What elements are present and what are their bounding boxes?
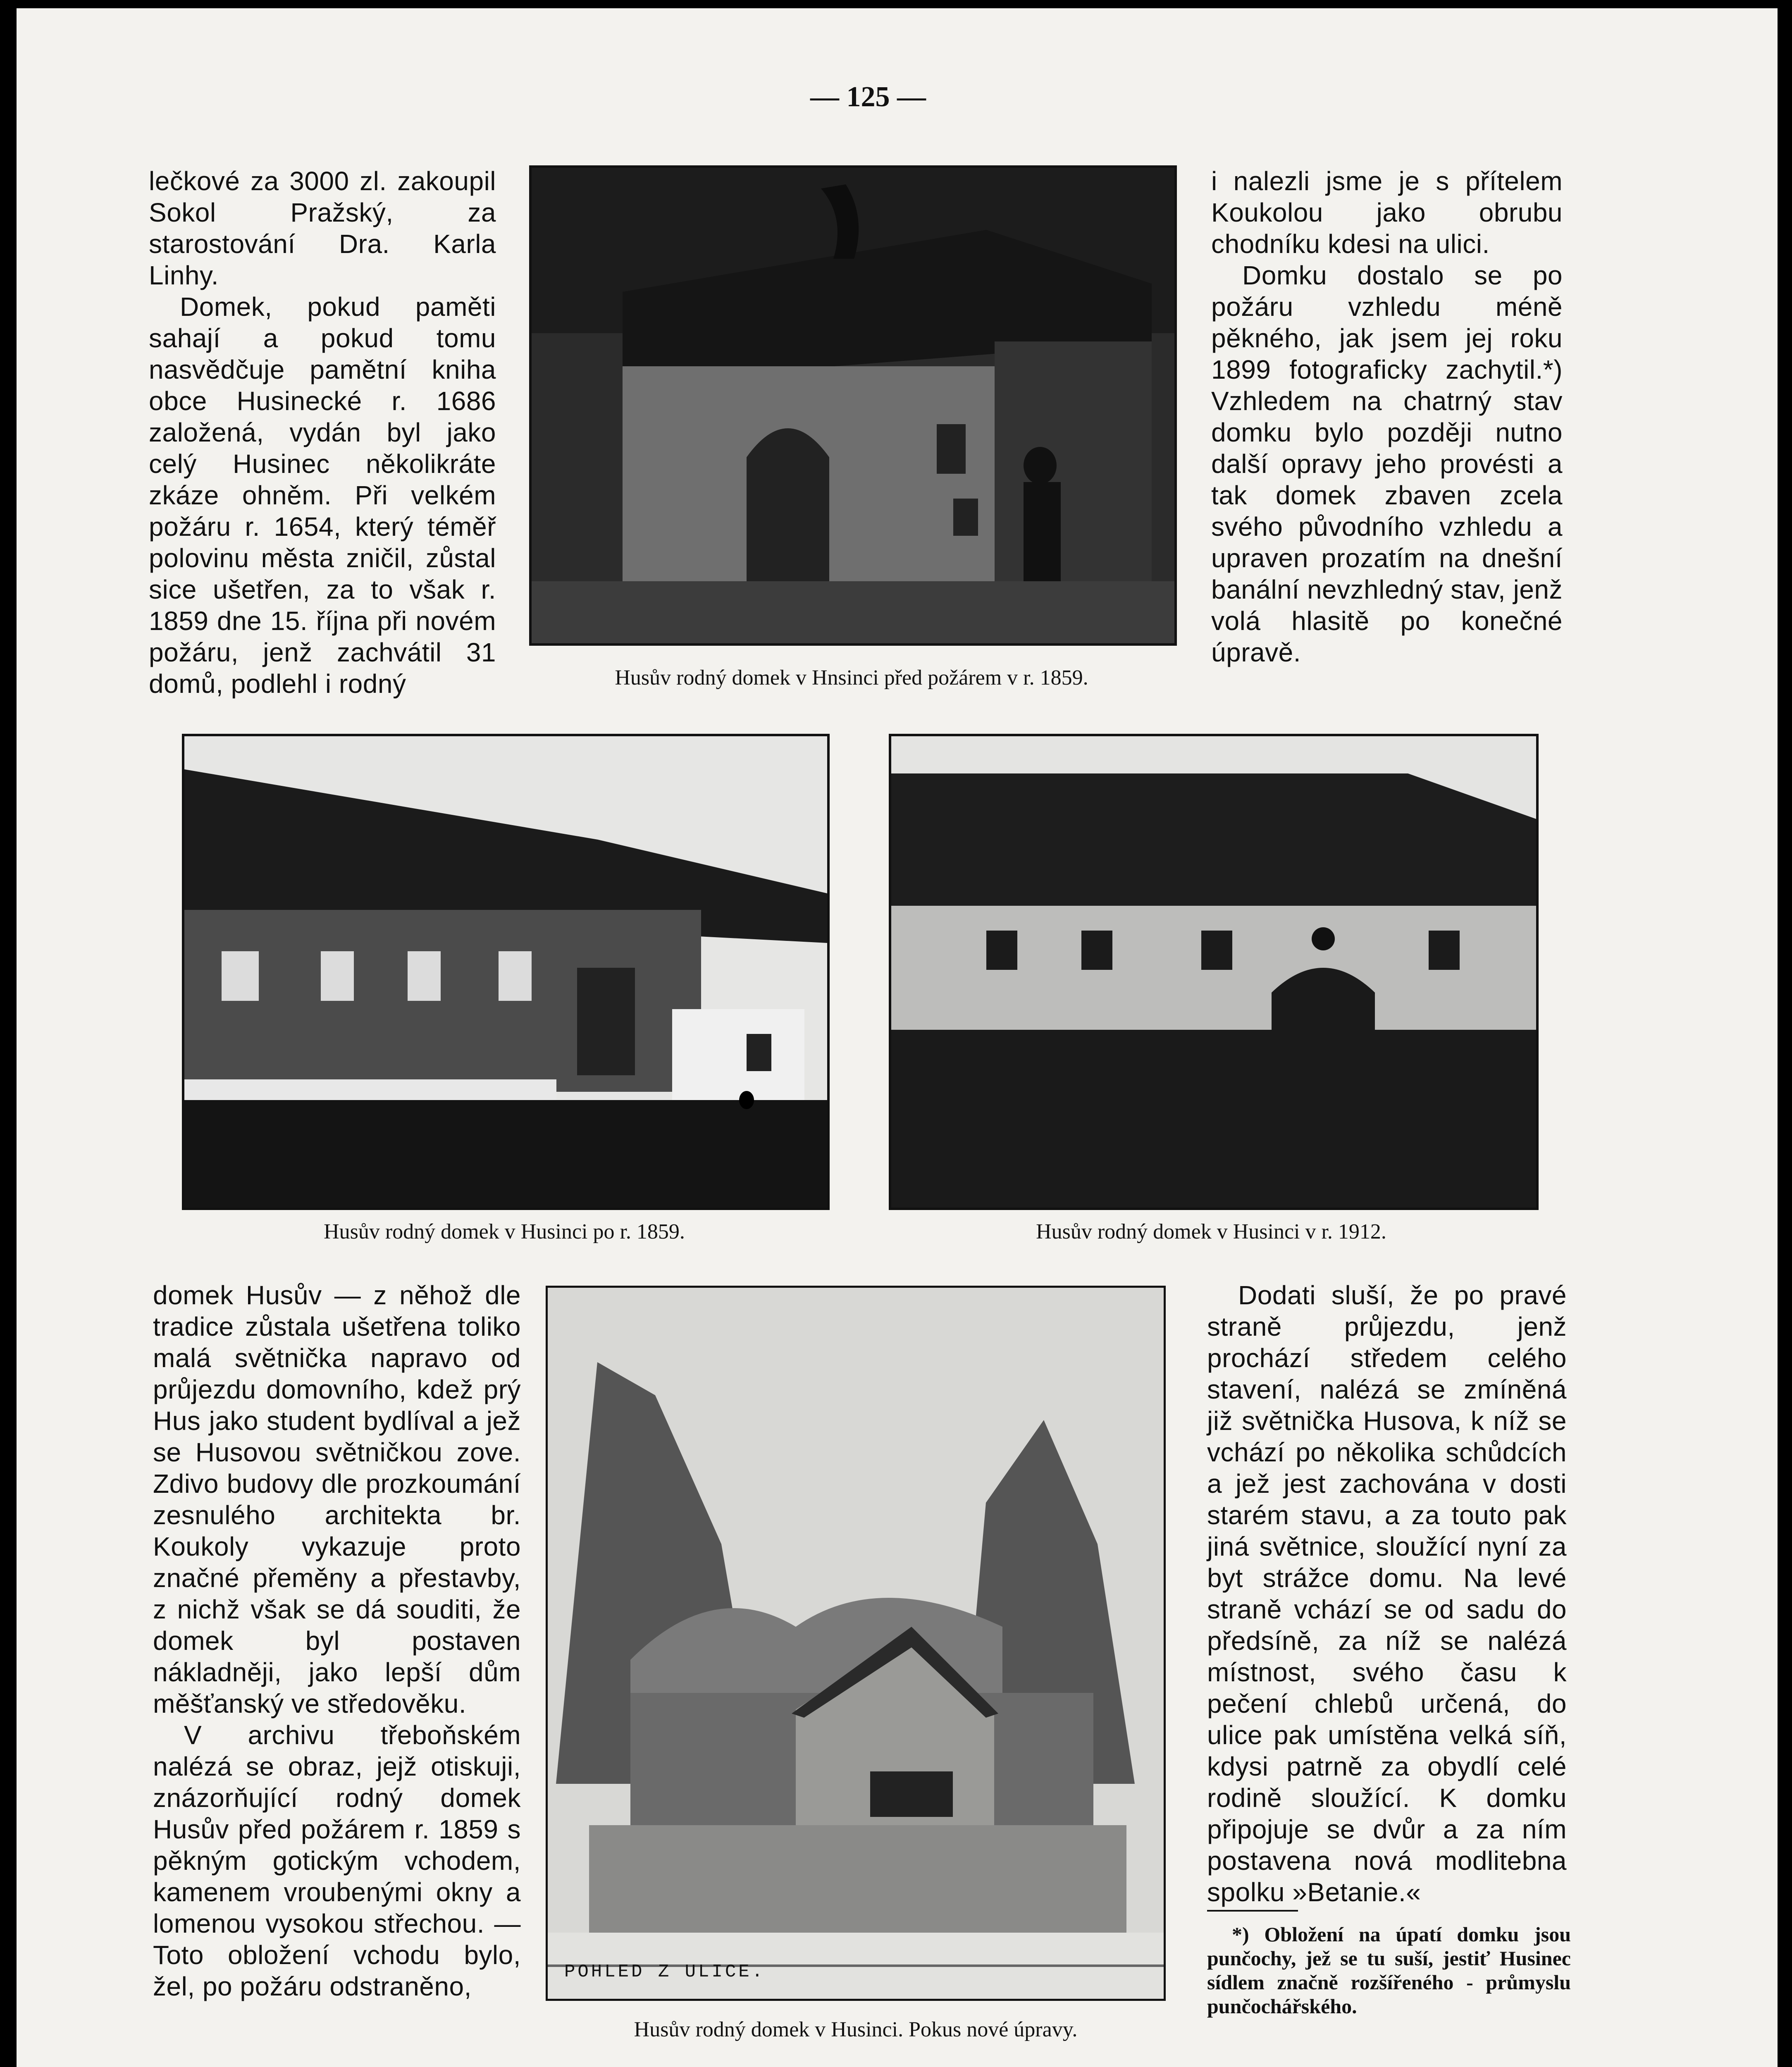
page-number: — 125 — — [810, 81, 926, 113]
caption-photo-4: Husův rodný domek v Husinci. Pokus nové úpravy. — [634, 2018, 1078, 2041]
text-column-bottom-left — [153, 1279, 521, 2002]
caption-photo-3: Husův rodný domek v Husinci v r. 1912. — [1036, 1220, 1386, 1244]
footnote-rule — [1207, 1910, 1298, 1912]
paragraph: Dodati sluší, že po pravé straně průjezdu, jenž prochází středem celého stavení, nalézá se zmíněná již světnička Husova, k níž se vchází po několika schůdcích a jež jest zachována v dosti starém stavu, a za touto pak jiná světnice, sloužící nyní za byt strážce domu. Na levé straně vchází se od sadu do předsíně, za níž se nalézá místnost, svého času k pečení chlebů určená, do ulice pak umístěna velká síň, kdysi patrně za obydlí celé rodině sloužící. K domku připojuje se dvůr a za ním postavena nová modlitebna spolku »Betanie.« — [1207, 1280, 1567, 1907]
paragraph: domek Husův — z něhož dle tradice zůstala ušetřena toliko malá světnička napravo od průjezdu domovního, kdež prý Hus jako student bydlíval a jež se Husovou světničkou zove. Zdivo budovy dle prozkoumání zesnulého architekta br. Koukoly vykazuje proto značné přeměny a přestavby, z nichž však se dá souditi, že domek byl postaven nákladněji, jako lepší dům měšťanský ve středověku. — [153, 1280, 521, 1719]
caption-photo-1: Husův rodný domek v Hnsinci před požárem v r. 1859. — [615, 666, 1088, 690]
footnote-text: *) Obložení na úpatí domku jsou punčochy, jež se tu suší, jestiť Husinec sídlem značně rozšířeného - průmyslu punčochářského. — [1207, 1923, 1571, 2018]
paragraph: V archivu třeboňském nalézá se obraz, jejž otiskuji, znázorňující rodný domek Husův před požárem r. 1859 s pěkným gotickým vchodem, kamenem vroubenými okny a lomenou vysokou střechou. — Toto obložení vchodu bylo, žel, po požáru odstraněno, — [153, 1720, 521, 2001]
sketch-proposed-renovation — [546, 1286, 1166, 2001]
footnote — [1207, 1922, 1571, 2018]
photo-house-after-fire — [182, 734, 830, 1210]
text-column-bottom-right — [1207, 1279, 1567, 1908]
photo-house-1912 — [889, 734, 1539, 1210]
paragraph: lečkové za 3000 zl. zakoupil Sokol Pražský, za starostování Dra. Karla Linhy. — [149, 166, 496, 290]
text-column-top-left — [149, 165, 496, 699]
sketch-label: POHLED Z ULICE. — [564, 1962, 766, 1982]
paragraph: Domek, pokud paměti sahají a pokud tomu nasvědčuje pamětní kniha obce Husinecké r. 1686 založená, vydán byl jako celý Husinec několikráte zkáze ohněm. Při velkém požáru r. 1654, který téměř polovinu města zničil, zůstal sice ušetřen, za to však r. 1859 dne 15. října při novém požáru, jenž zachvátil 31 domů, podlehl i rodný — [149, 292, 496, 699]
caption-photo-2: Husův rodný domek v Husinci po r. 1859. — [324, 1220, 685, 1244]
paragraph: i nalezli jsme je s přítelem Koukolou jako obrubu chodníku kdesi na ulici. — [1211, 166, 1563, 259]
photo-house-before-fire — [529, 165, 1177, 646]
text-column-top-right — [1211, 165, 1563, 668]
paragraph: Domku dostalo se po požáru vzhledu méně pěkného, jak jsem jej roku 1899 fotograficky zachytil.*) Vzhledem na chatrný stav domku bylo později nutno další opravy jeho provésti a tak domek zbaven zcela svého původního vzhledu a upraven prozatím na dnešní banální nevzhledný stav, jenž volá hlasitě po konečné úpravě. — [1211, 260, 1563, 667]
